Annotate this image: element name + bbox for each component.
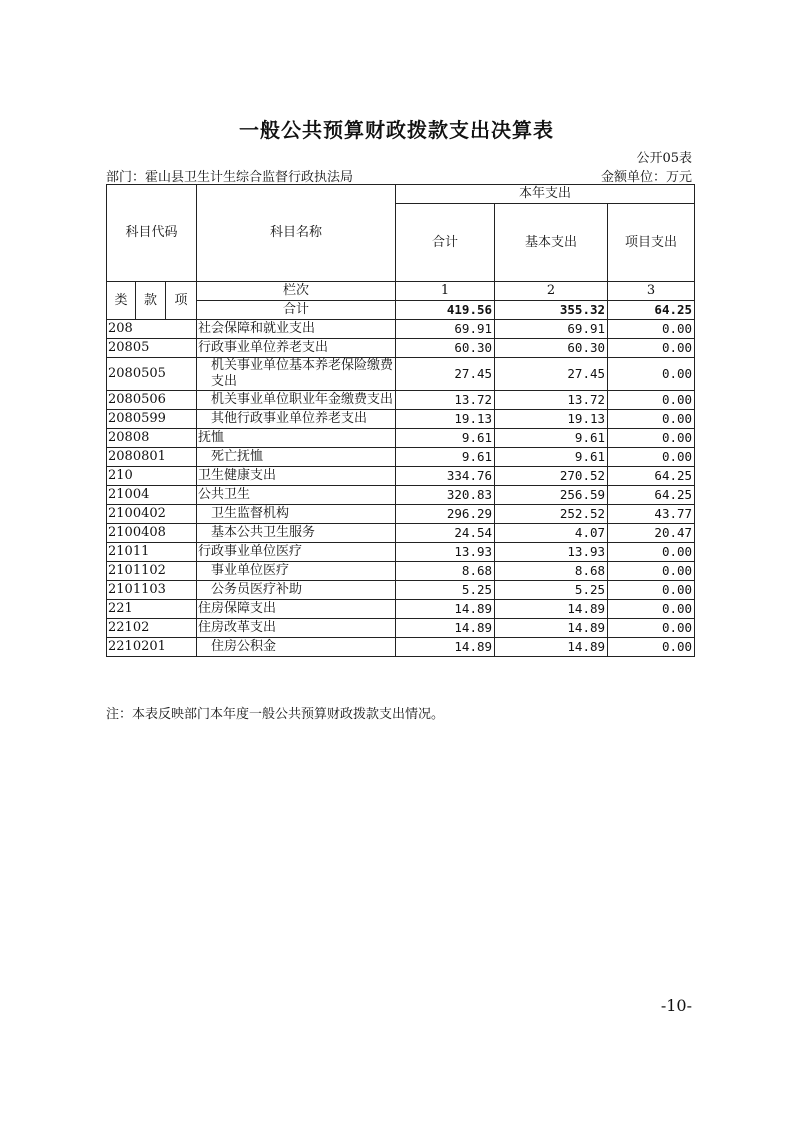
header-code: 科目代码 xyxy=(107,185,197,282)
row-basic: 13.72 xyxy=(495,391,608,410)
header-col3: 3 xyxy=(608,282,695,301)
row-total: 27.45 xyxy=(396,358,495,391)
header-col1: 1 xyxy=(396,282,495,301)
row-code: 208 xyxy=(107,320,197,339)
row-project: 0.00 xyxy=(608,448,695,467)
header-kuan: 款 xyxy=(136,282,166,320)
table-row xyxy=(107,562,695,581)
row-basic: 14.89 xyxy=(495,638,608,657)
table-row xyxy=(107,391,695,410)
table-row xyxy=(107,410,695,429)
row-name: 社会保障和就业支出 xyxy=(197,320,396,339)
header-name: 科目名称 xyxy=(197,185,396,282)
table-row xyxy=(107,429,695,448)
total-sum: 419.56 xyxy=(396,301,495,320)
row-total: 24.54 xyxy=(396,524,495,543)
row-total: 9.61 xyxy=(396,429,495,448)
table-row xyxy=(107,543,695,562)
row-code: 2101103 xyxy=(107,581,197,600)
row-code: 2100402 xyxy=(107,505,197,524)
table-row xyxy=(107,339,695,358)
row-code: 210 xyxy=(107,467,197,486)
total-basic: 355.32 xyxy=(495,301,608,320)
row-total: 334.76 xyxy=(396,467,495,486)
row-name: 住房公积金 xyxy=(197,638,396,657)
row-project: 0.00 xyxy=(608,600,695,619)
row-basic: 4.07 xyxy=(495,524,608,543)
row-code: 221 xyxy=(107,600,197,619)
row-basic: 8.68 xyxy=(495,562,608,581)
unit-label: 金额单位：万元 xyxy=(600,170,692,185)
table-row xyxy=(107,467,695,486)
row-code: 2210201 xyxy=(107,638,197,657)
row-basic: 14.89 xyxy=(495,600,608,619)
department-label: 部门：霍山县卫生计生综合监督行政执法局 xyxy=(106,170,354,185)
row-project: 0.00 xyxy=(608,320,695,339)
row-basic: 27.45 xyxy=(495,358,608,391)
row-project: 20.47 xyxy=(608,524,695,543)
row-code: 2080506 xyxy=(107,391,197,410)
row-total: 14.89 xyxy=(396,638,495,657)
row-total: 69.91 xyxy=(396,320,495,339)
row-name: 卫生监督机构 xyxy=(197,505,396,524)
header-total: 合计 xyxy=(396,204,495,282)
header-xiang: 项 xyxy=(166,282,197,320)
table-row xyxy=(107,524,695,543)
row-name: 住房改革支出 xyxy=(197,619,396,638)
table-row xyxy=(107,320,695,339)
row-basic: 14.89 xyxy=(495,619,608,638)
row-code: 21011 xyxy=(107,543,197,562)
header-year-expense: 本年支出 xyxy=(396,185,695,204)
row-code: 2101102 xyxy=(107,562,197,581)
table-row xyxy=(107,638,695,657)
row-basic: 256.59 xyxy=(495,486,608,505)
header-column-no: 栏次 xyxy=(197,282,396,301)
row-total: 14.89 xyxy=(396,600,495,619)
row-code: 2100408 xyxy=(107,524,197,543)
row-project: 0.00 xyxy=(608,391,695,410)
row-code: 2080599 xyxy=(107,410,197,429)
row-name: 公务员医疗补助 xyxy=(197,581,396,600)
row-name: 机关事业单位基本养老保险缴费支出 xyxy=(197,358,396,391)
table-row xyxy=(107,448,695,467)
table-row xyxy=(107,358,695,391)
page-number: -10- xyxy=(660,996,692,1015)
table-row xyxy=(107,600,695,619)
row-total: 8.68 xyxy=(396,562,495,581)
row-project: 64.25 xyxy=(608,486,695,505)
row-project: 0.00 xyxy=(608,410,695,429)
row-code: 21004 xyxy=(107,486,197,505)
table-note: 注：本表反映部门本年度一般公共预算财政拨款支出情况。 xyxy=(106,707,445,722)
row-name: 其他行政事业单位养老支出 xyxy=(197,410,396,429)
row-project: 64.25 xyxy=(608,467,695,486)
header-project: 项目支出 xyxy=(608,204,695,282)
row-basic: 252.52 xyxy=(495,505,608,524)
row-basic: 19.13 xyxy=(495,410,608,429)
row-project: 0.00 xyxy=(608,429,695,448)
row-code: 22102 xyxy=(107,619,197,638)
header-col2: 2 xyxy=(495,282,608,301)
row-basic: 270.52 xyxy=(495,467,608,486)
row-total: 13.72 xyxy=(396,391,495,410)
row-basic: 69.91 xyxy=(495,320,608,339)
expenditure-table xyxy=(106,184,695,657)
table-row xyxy=(107,486,695,505)
row-project: 0.00 xyxy=(608,619,695,638)
row-code: 2080801 xyxy=(107,448,197,467)
row-basic: 9.61 xyxy=(495,448,608,467)
row-code: 20808 xyxy=(107,429,197,448)
row-total: 9.61 xyxy=(396,448,495,467)
row-total: 296.29 xyxy=(396,505,495,524)
page-title: 一般公共预算财政拨款支出决算表 xyxy=(239,118,554,142)
row-total: 14.89 xyxy=(396,619,495,638)
row-code: 2080505 xyxy=(107,358,197,391)
row-project: 0.00 xyxy=(608,339,695,358)
table-row xyxy=(107,581,695,600)
row-basic: 5.25 xyxy=(495,581,608,600)
row-code: 20805 xyxy=(107,339,197,358)
row-name: 公共卫生 xyxy=(197,486,396,505)
row-name: 住房保障支出 xyxy=(197,600,396,619)
table-row xyxy=(107,505,695,524)
row-name: 事业单位医疗 xyxy=(197,562,396,581)
row-basic: 60.30 xyxy=(495,339,608,358)
row-total: 19.13 xyxy=(396,410,495,429)
row-basic: 13.93 xyxy=(495,543,608,562)
row-project: 0.00 xyxy=(608,581,695,600)
total-project: 64.25 xyxy=(608,301,695,320)
row-basic: 9.61 xyxy=(495,429,608,448)
row-project: 0.00 xyxy=(608,562,695,581)
row-project: 43.77 xyxy=(608,505,695,524)
row-total: 60.30 xyxy=(396,339,495,358)
table-row xyxy=(107,619,695,638)
row-project: 0.00 xyxy=(608,543,695,562)
row-name: 基本公共卫生服务 xyxy=(197,524,396,543)
row-name: 行政事业单位医疗 xyxy=(197,543,396,562)
header-basic: 基本支出 xyxy=(495,204,608,282)
row-name: 抚恤 xyxy=(197,429,396,448)
row-name: 行政事业单位养老支出 xyxy=(197,339,396,358)
header-lei: 类 xyxy=(107,282,136,320)
form-number: 公开05表 xyxy=(636,151,692,166)
row-project: 0.00 xyxy=(608,638,695,657)
row-total: 5.25 xyxy=(396,581,495,600)
row-total: 320.83 xyxy=(396,486,495,505)
total-label: 合计 xyxy=(197,301,396,320)
row-name: 死亡抚恤 xyxy=(197,448,396,467)
row-total: 13.93 xyxy=(396,543,495,562)
row-project: 0.00 xyxy=(608,358,695,391)
row-name: 卫生健康支出 xyxy=(197,467,396,486)
row-name: 机关事业单位职业年金缴费支出 xyxy=(197,391,396,410)
